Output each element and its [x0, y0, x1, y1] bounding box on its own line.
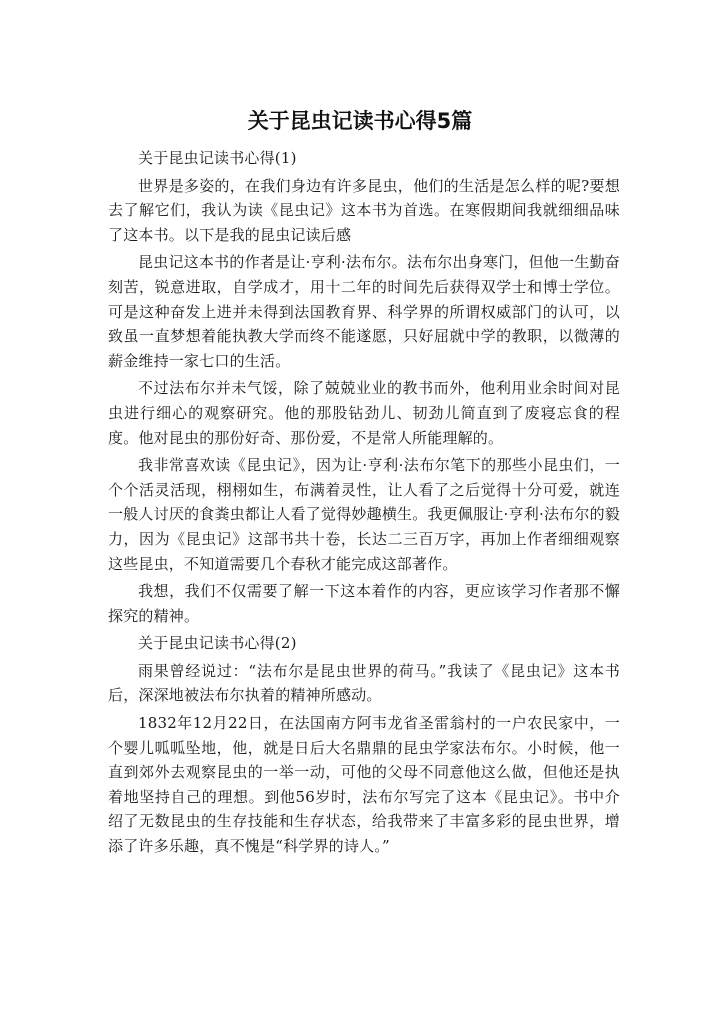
- paragraph: 不过法布尔并未气馁，除了兢兢业业的教书而外，他利用业余时间对昆虫进行细心的观察研究。他的那股钻劲儿、韧劲儿简直到了废寝忘食的程度。他对昆虫的那份好奇、那份爱，不是常人所能理解的。: [108, 379, 620, 447]
- section-heading-1: 关于昆虫记读书心得(1): [138, 149, 297, 167]
- document-title: 关于昆虫记读书心得5篇: [247, 109, 473, 133]
- paragraph: 世界是多姿的，在我们身边有许多昆虫，他们的生活是怎么样的呢?要想去了解它们，我认为读《昆虫记》这本书为首选。在寒假期间我就细细品味了这本书。以下是我的昆虫记读后感: [108, 176, 620, 244]
- paragraph: 我非常喜欢读《昆虫记》，因为让·亨利·法布尔笔下的那些小昆虫们，一个个活灵活现，栩栩如生，布满着灵性，让人看了之后觉得十分可爱，就连一般人讨厌的食粪虫都让人看了觉得妙趣横生。我更佩服让·亨利·法布尔的毅力，因为《昆虫记》这部书共十卷，长达二三百万字，再加上作者细细观察这些昆虫，不知道需要几个春秋才能完成这部著作。: [108, 456, 620, 573]
- paragraph: 1832年12月22日，在法国南方阿韦龙省圣雷翁村的一户农民家中，一个婴儿呱呱坠地，他，就是日后大名鼎鼎的昆虫学家法布尔。小时候，他一直到郊外去观察昆虫的一举一动，可他的父母不同意他这么做，但他还是执着地坚持自己的理想。到他56岁时，法布尔写完了这本《昆虫记》。书中介绍了无数昆虫的生存技能和生存状态，给我带来了丰富多彩的昆虫世界，增添了许多乐趣，真不愧是“科学界的诗人。”: [108, 714, 620, 856]
- paragraph: 昆虫记这本书的作者是让·亨利·法布尔。法布尔出身寒门，但他一生勤奋刻苦，锐意进取，自学成才，用十二年的时间先后获得双学士和博士学位。可是这种奋发上进并未得到法国教育界、科学界的所谓权威部门的认可，以致虽一直梦想着能执教大学而终不能遂愿，只好屈就中学的教职，以微薄的薪金维持一家七口的生活。: [108, 253, 620, 370]
- paragraph: 我想，我们不仅需要了解一下这本着作的内容，更应该学习作者那不懈探究的精神。: [108, 582, 620, 625]
- document-body: [108, 146, 620, 862]
- section-heading-2: 关于昆虫记读书心得(2): [138, 634, 297, 653]
- paragraph: 雨果曾经说过：“法布尔是昆虫世界的荷马。”我读了《昆虫记》这本书后，深深地被法布尔执着的精神所感动。: [108, 661, 620, 705]
